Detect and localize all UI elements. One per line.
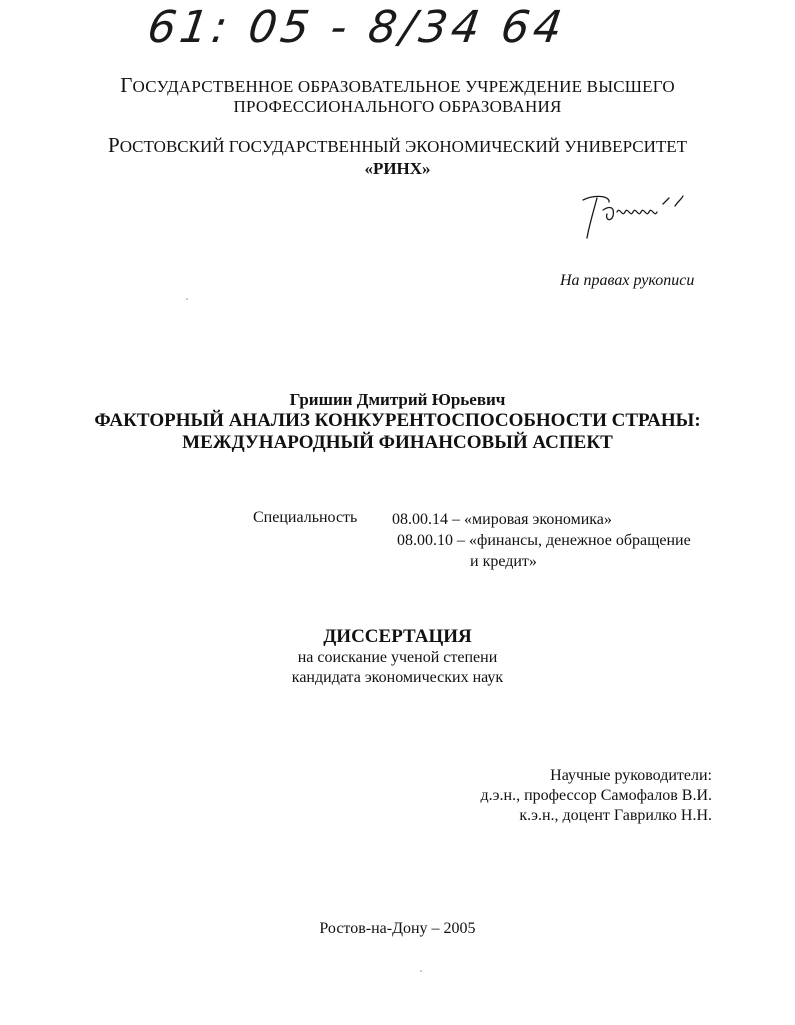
city-year: Ростов-на-Дону – 2005 — [319, 920, 476, 937]
institution-line-2: ПРОФЕССИОНАЛЬНОГО ОБРАЗОВАНИЯ — [233, 97, 562, 116]
institution-type — [0, 75, 795, 117]
dissertation-title — [0, 410, 795, 454]
university-abbreviation: «РИНХ» — [364, 159, 431, 178]
scan-speck — [420, 970, 422, 972]
advisors-heading: Научные руководители: — [550, 767, 712, 784]
degree-description — [0, 648, 795, 688]
title-line-2: МЕЖДУНАРОДНЫЙ ФИНАНСОВЫЙ АСПЕКТ — [182, 432, 613, 453]
degree-line-2: кандидата экономических наук — [291, 669, 504, 686]
scan-speck — [186, 298, 188, 300]
advisor-item: д.э.н., профессор Самофалов В.И. — [480, 787, 712, 804]
university-line: РОСТОВСКИЙ ГОСУДАРСТВЕННЫЙ ЭКОНОМИЧЕСКИЙ УНИВЕРСИТЕТ — [108, 133, 687, 157]
author-name: Гришин Дмитрий Юрьевич — [289, 390, 506, 409]
document-type-heading: ДИССЕРТАЦИЯ — [323, 626, 472, 647]
advisor-item: к.э.н., доцент Гаврилко Н.Н. — [519, 807, 712, 824]
specialty-item: 08.00.10 – «финансы, денежное обращение — [397, 532, 691, 549]
manuscript-rights-note: На правах рукописи — [560, 272, 695, 289]
university-name — [0, 134, 795, 180]
specialty-item-continuation: и кредит» — [470, 553, 537, 570]
specialty-item: 08.00.14 – «мировая экономика» — [392, 511, 612, 528]
institution-line-1: ГОСУДАРСТВЕННОЕ ОБРАЗОВАТЕЛЬНОЕ УЧРЕЖДЕНИЕ ВЫСШЕГО — [120, 73, 675, 97]
title-line-1: ФАКТОРНЫЙ АНАЛИЗ КОНКУРЕНТОСПОСОБНОСТИ СТРАНЫ: — [94, 410, 701, 431]
specialty-label: Специальность — [253, 509, 358, 526]
scientific-advisors — [481, 766, 712, 826]
handwritten-signature-icon — [575, 188, 695, 243]
handwritten-catalog-number: 61: 05 - 8/34 64 — [144, 2, 570, 53]
degree-line-1: на соискание ученой степени — [297, 649, 498, 666]
